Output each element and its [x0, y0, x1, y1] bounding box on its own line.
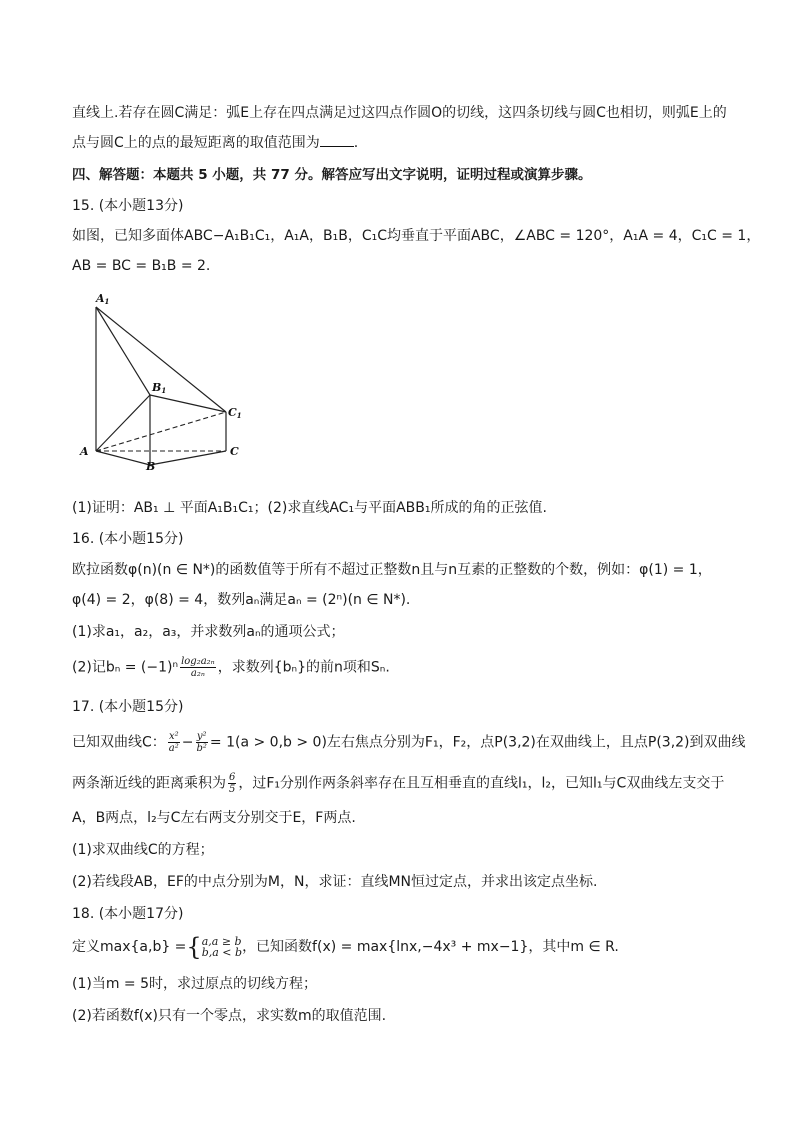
q16-line-2: φ(4) = 2，φ(8) = 4，数列aₙ满足aₙ = (2ⁿ)(n ∈ N*).: [72, 592, 411, 608]
q16-task-2: (2)记bₙ = (−1)ⁿ $\frac{\text{log₂a₂ₙ}}{\text{a₂ₙ}}$ ，求数列{bₙ}的前n项和Sₙ.: [72, 656, 390, 679]
answer-blank[interactable]: [320, 134, 354, 147]
fraction-6-5: $\frac{6}{5}$: [229, 772, 236, 795]
edge-b-c: [150, 451, 226, 465]
label-a: A: [80, 445, 89, 458]
q17-task-1: (1)求双曲线C的方程；: [72, 842, 214, 858]
q18-task-2: (2)若函数f(x)只有一个零点，求实数m的取值范围.: [72, 1008, 387, 1024]
intro-line-1: 直线上.若存在圆C满足：弧E上存在四点满足过这四点作圆O的切线，这四条切线与圆C也相切，则弧E上的: [72, 105, 727, 121]
edge-a1-c1: [96, 307, 226, 412]
q18-line-1: 定义max{a,b} ={ a,a ≥ b b,a < b ，已知函数f(x) = max{lnx,−4x³ + mx−1}，其中m ∈ R.: [72, 933, 619, 961]
polyhedron-diagram: [78, 292, 258, 472]
polyhedron-figure: [78, 292, 258, 472]
q15-line-1: 如图，已知多面体ABC−A₁B₁C₁，A₁A，B₁B，C₁C均垂直于平面ABC，∠ABC = 120°，A₁A = 4，C₁C = 1，: [72, 228, 761, 244]
q18-task-1: (1)当m = 5时，求过原点的切线方程；: [72, 976, 318, 992]
q15-line-2: AB = BC = B₁B = 2.: [72, 258, 211, 274]
edge-a1-b1: [96, 307, 150, 395]
q17-task-2: (2)若线段AB，EF的中点分别为M，N，求证：直线MN恒过定点，并求出该定点坐标.: [72, 874, 598, 890]
edge-a-b: [96, 451, 150, 465]
label-b: B: [146, 460, 156, 472]
q16-task-1: (1)求a₁，a₂，a₃，并求数列aₙ的通项公式；: [72, 624, 345, 640]
q18-header: 18. (本小题17分): [72, 906, 184, 922]
piecewise-cases: a,a ≥ b b,a < b: [201, 935, 243, 959]
q15-header: 15. (本小题13分): [72, 198, 184, 214]
label-c: C: [230, 445, 239, 458]
label-a1: A1: [96, 292, 110, 306]
q17-header: 17. (本小题15分): [72, 699, 184, 715]
fraction-log-a2n: $\frac{\text{log₂a₂ₙ}}{\text{a₂ₙ}}$: [181, 656, 215, 679]
fraction-x2-a2: $\frac{\text{x²}}{\text{a²}}$: [168, 731, 179, 754]
section-header: 四、解答题：本题共 5 小题，共 77 分。解答应写出文字说明，证明过程或演算步骤。: [72, 167, 592, 183]
left-brace-glyph: {: [186, 933, 202, 961]
fraction-y2-b2: $\frac{\text{y²}}{\text{b²}}$: [196, 731, 207, 754]
q17-line-2: 两条渐近线的距离乘积为 $\frac{6}{5}$ ，过F₁分别作两条斜率存在且互相垂直的直线l₁，l₂，已知l₁与C双曲线左支交于: [72, 772, 725, 795]
intro-line-2: 点与圆C上的点的最短距离的取值范围为 .: [72, 135, 359, 151]
q16-line-1: 欧拉函数φ(n)(n ∈ N*)的函数值等于所有不超过正整数n且与n互素的正整数的个数，例如：φ(1) = 1，: [72, 562, 712, 578]
q16-header: 16. (本小题15分): [72, 531, 184, 547]
label-b1: B1: [152, 381, 167, 395]
q17-line-3: A，B两点，l₂与C左右两支分别交于E，F两点.: [72, 810, 356, 826]
q17-line-1: 已知双曲线C： $\frac{\text{x²}}{\text{a²}}$ − $\frac{\text{y²}}{\text{b²}}$ = 1(a > 0,b > 0)左右焦点分别为F₁，F₂，点P(3,2)在双曲线上，且点P(3,2)到双曲线: [72, 731, 746, 754]
label-c1: C1: [228, 406, 242, 420]
q15-task: (1)证明：AB₁ ⊥ 平面A₁B₁C₁；(2)求直线AC₁与平面ABB₁所成的角的正弦值.: [72, 500, 547, 516]
